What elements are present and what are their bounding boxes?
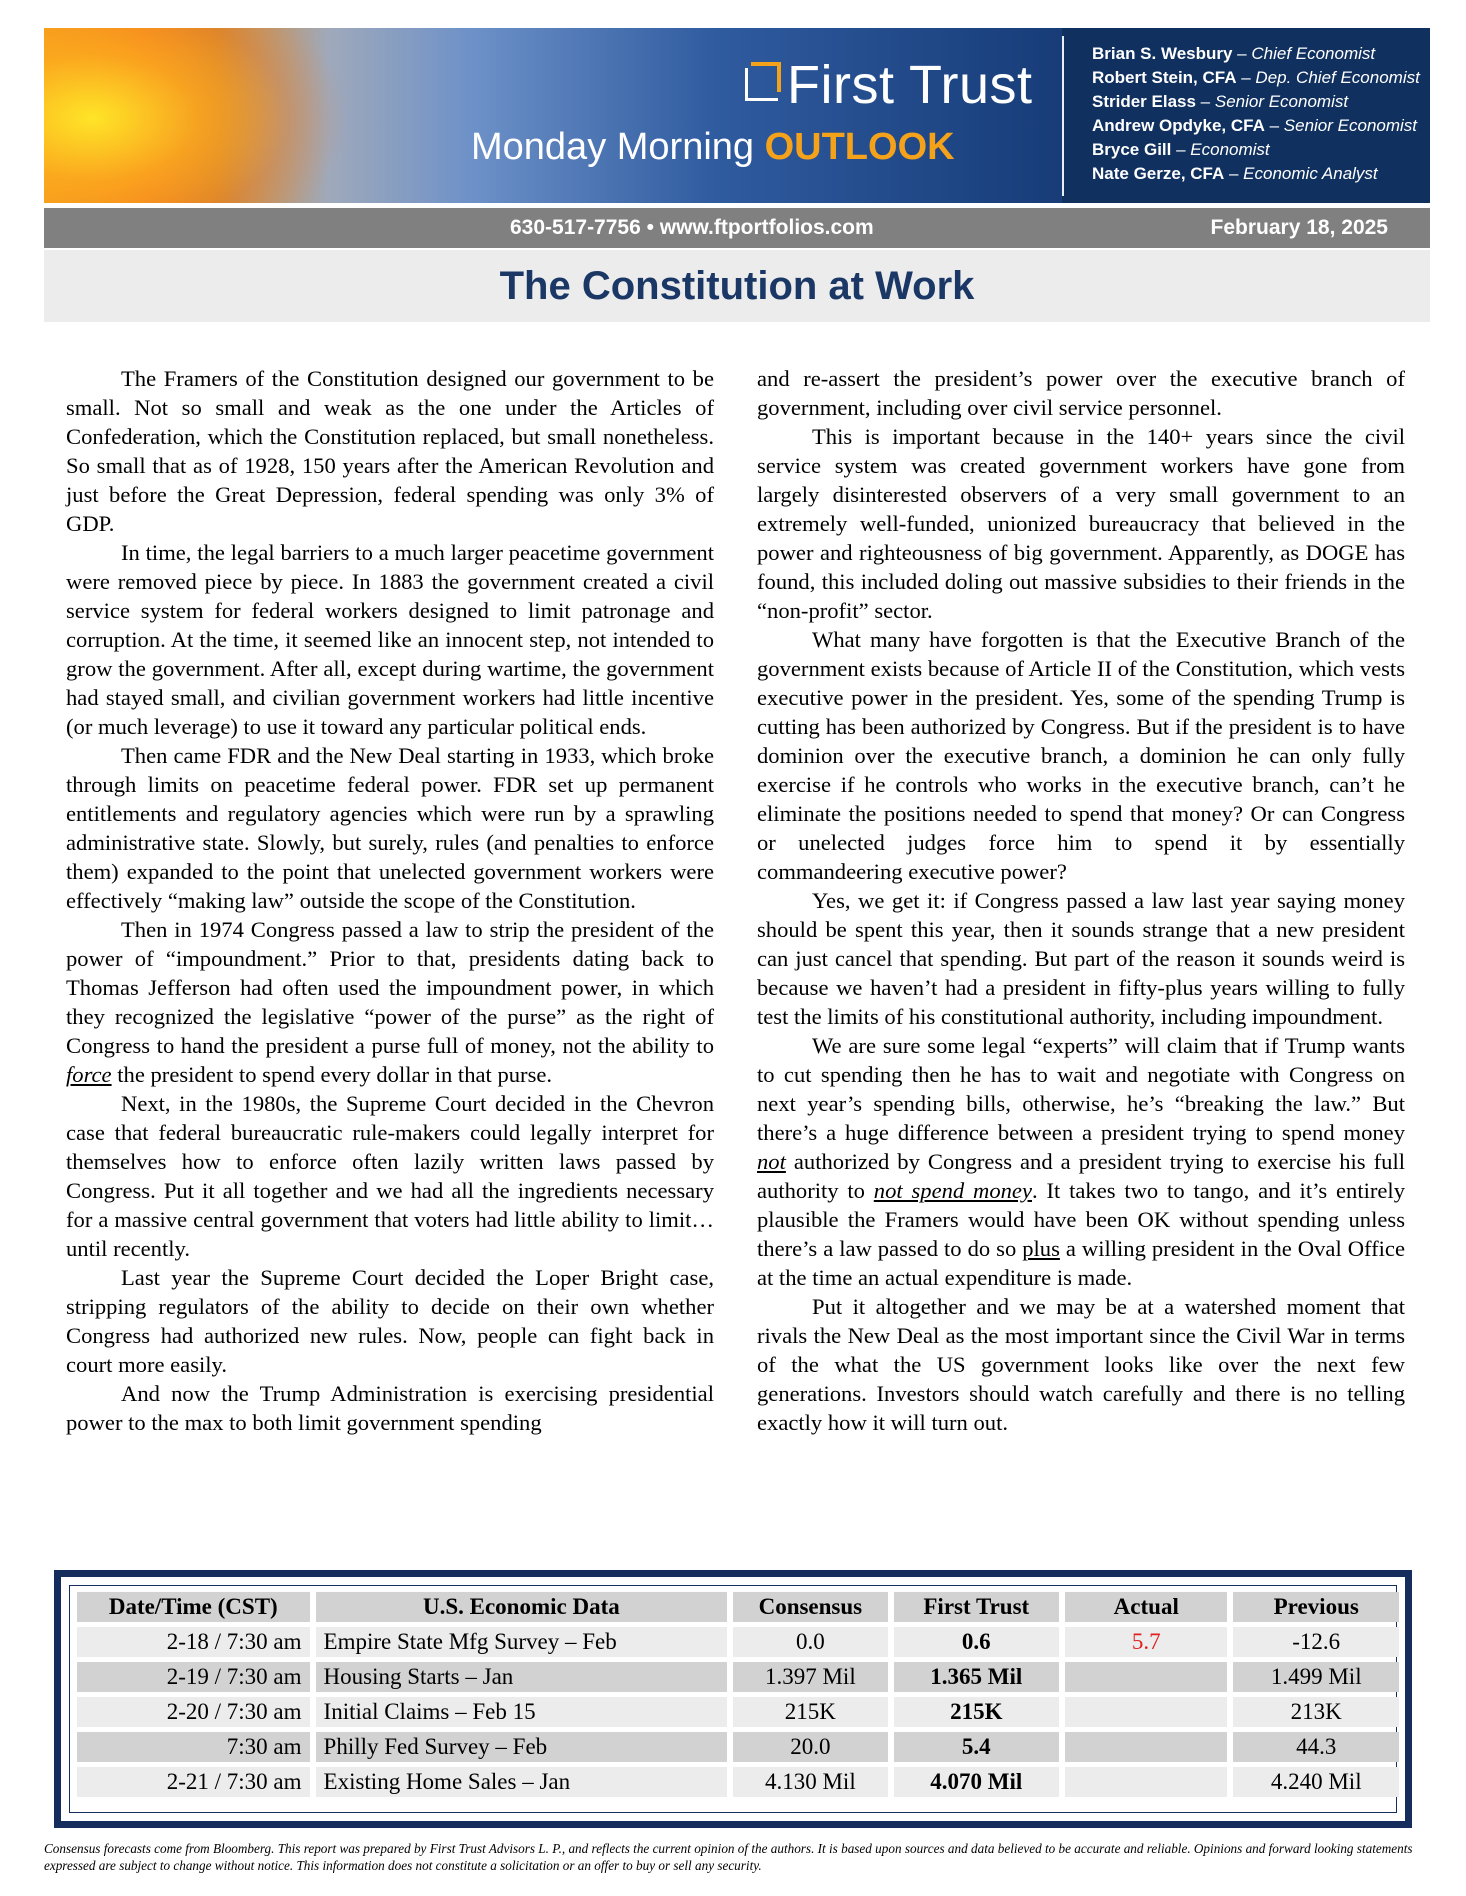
cell-consensus: 0.0 [733,1627,887,1657]
header-banner [44,28,1430,203]
contact-info: 630-517-7756 • www.ftportfolios.com [510,216,874,239]
cell-datetime: 2-18 / 7:30 am [77,1627,310,1657]
emphasis-not-spend-money: not spend money [873,1178,1032,1203]
article-column-left [66,364,714,1437]
cell-consensus: 215K [733,1697,887,1727]
header-previous: Previous [1233,1592,1399,1622]
paragraph: Next, in the 1980s, the Supreme Court decided in the Chevron case that federal bureaucratic rule-makers could legally interpret for themselves how to enforce often lazily written laws passed by Congress. Put it all together and we had all the ingredients necessary for a massive central government that voters had little ability to limit…until recently. [66,1091,714,1261]
cell-previous: 4.240 Mil [1233,1767,1399,1797]
first-trust-logo [699,54,1074,116]
cell-firsttrust: 5.4 [894,1732,1060,1762]
paragraph: Last year the Supreme Court decided the Loper Bright case, stripping regulators of the ability to decide on their own whether Congress had authorized new rules. Now, people can fight back in court more easily. [66,1265,714,1377]
table-row [77,1662,1399,1692]
issue-date: February 18, 2025 [1210,216,1388,239]
paragraph: Put it altogether and we may be at a watershed moment that rivals the New Deal as the most important since the Civil War in terms of the what the US government looks like over the next few generations. Investors should watch carefully and there is no telling exactly how it will turn out. [757,1294,1405,1435]
paragraph: What many have forgotten is that the Executive Branch of the government exists because of Article II of the Constitution, which vests executive power in the president. Yes, some of the spending Trump is cutting has been authorized by Congress. But if the president is to have dominion over the executive branch, a dominion he can only fully exercise if he controls who works in the executive branch, can’t he eliminate the positions needed to spend that money? Or can Congress or unelected judges force him to spend it by essentially commandeering executive power? [757,627,1405,884]
cell-previous: 1.499 Mil [1233,1662,1399,1692]
cell-data: Existing Home Sales – Jan [316,1767,728,1797]
publication-highlight: OUTLOOK [764,126,955,168]
header-firsttrust: First Trust [894,1592,1060,1622]
paragraph: In time, the legal barriers to a much larger peacetime government were removed piece by piece. In 1883 the government created a civil service system for federal workers designed to limit patronage and corruption. At the time, it seemed like an innocent step, not intended to grow the government. After all, except during wartime, the government had stayed small, and civilian government workers had little incentive (or much leverage) to use it toward any particular political ends. [66,540,714,739]
cell-actual [1065,1697,1227,1727]
header-data: U.S. Economic Data [316,1592,728,1622]
staff-member: Bryce Gill – Economist [1092,140,1270,159]
economic-calendar-table [71,1587,1405,1802]
table-row [77,1697,1399,1727]
cell-datetime: 7:30 am [77,1732,310,1762]
cell-datetime: 2-19 / 7:30 am [77,1662,310,1692]
economic-calendar-box [54,1570,1412,1828]
cell-firsttrust: 1.365 Mil [894,1662,1060,1692]
cell-consensus: 1.397 Mil [733,1662,887,1692]
table-row [77,1767,1399,1797]
emphasis-plus: plus [1022,1236,1060,1261]
header-datetime: Date/Time (CST) [77,1592,310,1622]
paragraph: Yes, we get it: if Congress passed a law last year saying money should be spent this year, then it sounds strange that a new president can just cancel that spending. But part of the reason it sounds weird is because we haven’t had a president in fifty-plus years willing to fully test the limits of his constitutional authority, including impoundment. [757,888,1405,1029]
paragraph: The Framers of the Constitution designed our government to be small. Not so small and weak as the one under the Articles of Confederation, which the Constitution replaced, but small nonetheless. So small that as of 1928, 150 years after the American Revolution and just before the Great Depression, federal spending was only 3% of GDP. [66,366,714,536]
title-bar [44,250,1430,322]
staff-member: Strider Elass – Senior Economist [1092,92,1349,111]
publication-name: Monday Morning OUTLOOK [471,126,955,168]
paragraph: And now the Trump Administration is exercising presidential power to the max to both limit government spending [66,1381,714,1435]
cell-consensus: 4.130 Mil [733,1767,887,1797]
cell-data: Empire State Mfg Survey – Feb [316,1627,728,1657]
paragraph-continued: and re-assert the president’s power over the executive branch of government, including over civil service personnel. [757,366,1405,420]
paragraph: Then in 1974 Congress passed a law to strip the president of the power of “impoundment.” Prior to that, presidents dating back to Thomas Jefferson had often used the impoundment power, in which they recognized the legislative “power of the purse” as the right of Congress to hand the president a purse full of money, not the ability to force the president to spend every dollar in that purse. [66,917,714,1087]
paragraph: We are sure some legal “experts” will claim that if Trump wants to cut spending then he has to wait and negotiate with Congress on next year’s spending bills, otherwise, he’s “breaking the law.” But there’s a huge difference between a president trying to spend money not authorized by Congress and a president trying to exercise his full authority to not spend money. It takes two to tango, and it’s entirely plausible the Framers would have been OK without spending unless there’s a law passed to do so plus a willing president in the Oval Office at the time an actual expenditure is made. [757,1033,1405,1290]
paragraph: This is important because in the 140+ years since the civil service system was created government workers have gone from largely disinterested observers of a very small government to an extremely well-funded, unionized bureaucracy that believed in the power and righteousness of big government. Apparently, as DOGE has found, this included doling out massive subsidies to their friends in the “non-profit” sector. [757,424,1405,623]
table-row [77,1627,1399,1657]
cell-previous: -12.6 [1233,1627,1399,1657]
cell-firsttrust: 4.070 Mil [894,1767,1060,1797]
emphasis-not: not [757,1149,786,1174]
staff-list [1092,42,1420,186]
table-row [77,1732,1399,1762]
cell-actual: 5.7 [1065,1627,1227,1657]
logo-square-icon [745,62,781,100]
cell-datetime: 2-21 / 7:30 am [77,1767,310,1797]
staff-member: Nate Gerze, CFA – Economic Analyst [1092,164,1378,183]
header-actual: Actual [1065,1592,1227,1622]
article-title: The Constitution at Work [499,264,975,308]
table-header-row [77,1592,1399,1622]
cell-datetime: 2-20 / 7:30 am [77,1697,310,1727]
cell-firsttrust: 0.6 [894,1627,1060,1657]
article-column-right [757,364,1405,1437]
paragraph: Then came FDR and the New Deal starting in 1933, which broke through limits on peacetime federal power. FDR set up permanent entitlements and regulatory agencies which were run by a sprawling administrative state. Slowly, but surely, rules (and penalties to enforce them) expanded to the point that unelected government workers were effectively “making law” outside the scope of the Constitution. [66,743,714,913]
cell-previous: 44.3 [1233,1732,1399,1762]
cell-previous: 213K [1233,1697,1399,1727]
cell-actual [1065,1732,1227,1762]
cell-data: Initial Claims – Feb 15 [316,1697,728,1727]
cell-actual [1065,1767,1227,1797]
contact-bar [44,208,1430,248]
cell-firsttrust: 215K [894,1697,1060,1727]
cell-data: Philly Fed Survey – Feb [316,1732,728,1762]
brand-name: First Trust [787,55,1033,115]
staff-member: Andrew Opdyke, CFA – Senior Economist [1092,116,1418,135]
disclaimer: Consensus forecasts come from Bloomberg. This report was prepared by First Trust Advisors L. P., and reflects the current opinion of the authors. It is based upon sources and data believed to be accurate and reliable. Opinions and forward looking statements expressed are subject to change without notice. This information does not constitute a solicitation or an offer to buy or sell any security. [44,1841,1413,1873]
cell-data: Housing Starts – Jan [316,1662,728,1692]
cell-actual [1065,1662,1227,1692]
emphasis-force: force [66,1062,112,1087]
staff-member: Robert Stein, CFA – Dep. Chief Economist [1092,68,1420,87]
banner-sunburst [44,28,344,203]
header-consensus: Consensus [733,1592,887,1622]
cell-consensus: 20.0 [733,1732,887,1762]
staff-member: Brian S. Wesbury – Chief Economist [1092,44,1376,63]
